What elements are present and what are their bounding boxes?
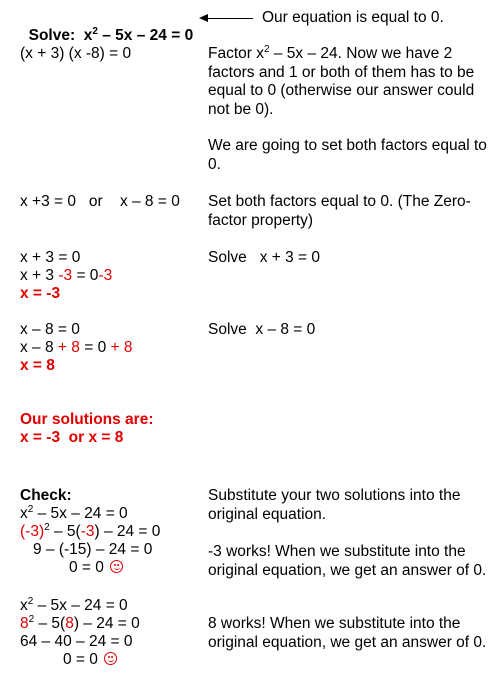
check-explanation-8: 8 works! When we substitute into the original equation, we get an answer of 0. bbox=[208, 615, 487, 651]
arrow-line bbox=[206, 18, 253, 19]
solve1-answer: x = -3 bbox=[20, 285, 61, 302]
solve1-line1: x + 3 = 0 bbox=[20, 249, 81, 266]
check-a-line2: $(-3)^2 - 5(-3) - 24 = 0$ bbox=[20, 522, 161, 540]
set-factors-explanation: We are going to set both factors equal to 0. bbox=[208, 137, 487, 173]
solve1-explanation: Solve x + 3 = 0 bbox=[208, 249, 321, 266]
zero-factor-equations: x +3 = 0 or x – 8 = 0 bbox=[20, 193, 180, 210]
check-explanation-substitute: Substitute your two solutions into the original equation. bbox=[208, 487, 461, 523]
solutions-heading: Our solutions are: bbox=[20, 411, 154, 428]
check-a-line1: $x^2 - 5x - 24 = 0$ bbox=[20, 504, 128, 522]
solve2-explanation: Solve x – 8 = 0 bbox=[208, 321, 316, 338]
smiley-icon bbox=[110, 560, 123, 573]
factored-equation: (x + 3) (x -8) = 0 bbox=[20, 45, 132, 62]
solve2-answer: x = 8 bbox=[20, 357, 55, 374]
zero-factor-explanation: Set both factors equal to 0. (The Zero-factor property) bbox=[208, 193, 471, 229]
check-heading: Check: bbox=[20, 487, 72, 504]
smiley-icon bbox=[104, 652, 117, 665]
check-a-line4: 0 = 0 bbox=[69, 559, 123, 577]
check-b-line4: 0 = 0 bbox=[63, 651, 117, 669]
equation-note: Our equation is equal to 0. bbox=[262, 9, 444, 26]
solve2-line2: x – 8 + 8 = 0 + 8 bbox=[20, 339, 133, 356]
check-a-line3: 9 – (-15) – 24 = 0 bbox=[33, 541, 153, 558]
solve2-line1: x – 8 = 0 bbox=[20, 321, 80, 338]
factor-explanation: Factor $x^2 - 5x - 24$. Now we have 2 factors and 1 or both of them has to be equal to 0 (otherwise our answer could not be 0). bbox=[208, 44, 475, 118]
check-explanation-minus3: -3 works! When we substitute into the original equation, we get an answer of 0. bbox=[208, 543, 487, 579]
problem-statement: Solve: $x^2 - 5x - 24 = 0$ bbox=[28, 26, 194, 44]
solve1-line2: x + 3 -3 = 0-3 bbox=[20, 267, 113, 284]
check-b-line2: $8^2 - 5(8) - 24 = 0$ bbox=[20, 614, 140, 632]
solve-label: Solve: bbox=[28, 27, 76, 44]
check-b-line3: 64 – 40 – 24 = 0 bbox=[20, 633, 133, 650]
check-b-line1: $x^2 - 5x - 24 = 0$ bbox=[20, 596, 128, 614]
solutions-values: x = -3 or x = 8 bbox=[20, 429, 124, 446]
